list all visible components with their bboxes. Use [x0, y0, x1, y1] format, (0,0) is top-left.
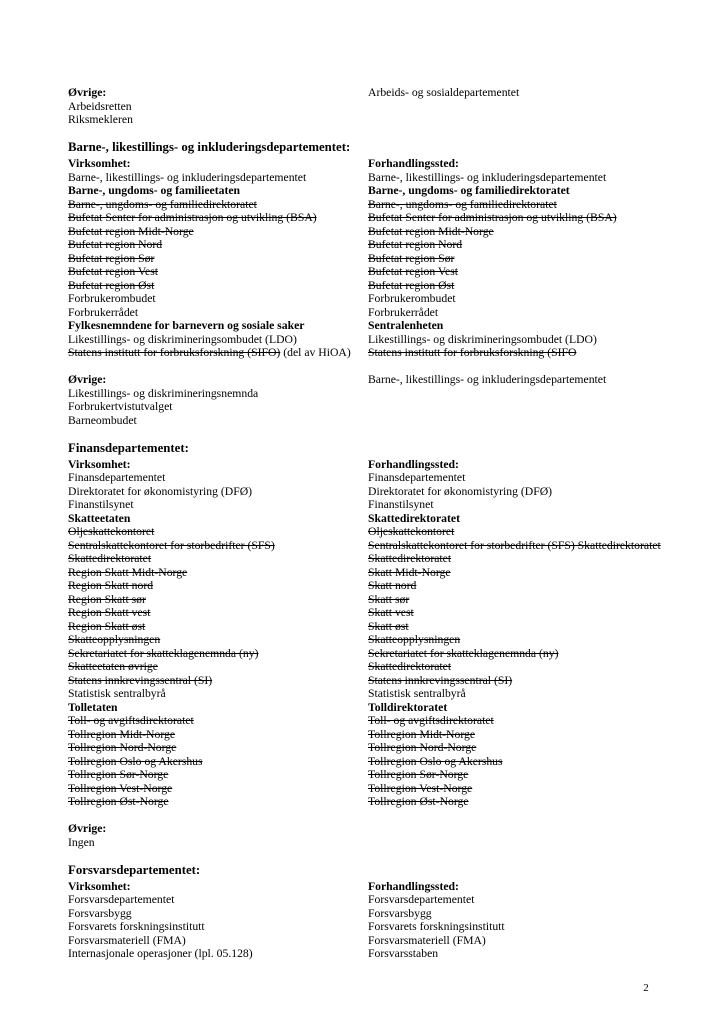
left-cell	[68, 907, 368, 921]
left-cell	[68, 768, 368, 782]
right-cell-text: Statens institutt for forbruksforskning (SIFO	[368, 346, 577, 359]
left-cell-suffix: (del av HiOA)	[280, 346, 351, 359]
right-cell	[368, 512, 704, 526]
row	[68, 525, 704, 539]
row	[68, 934, 704, 948]
left-cell	[68, 674, 368, 688]
right-cell	[368, 498, 704, 512]
left-cell-text: Statens institutt for forbruksforskning (SIFO)	[68, 346, 281, 359]
left-cell	[68, 836, 368, 850]
right-cell	[368, 184, 704, 198]
row	[68, 414, 704, 428]
right-cell	[368, 458, 704, 472]
right-cell-text: Statens innkrevingssentral (SI)	[368, 673, 513, 687]
left-cell-text: Tollregion Oslo og Akershus	[68, 754, 203, 768]
left-cell-text: Barne-, likestillings- og inkluderingsdepartementet	[68, 170, 307, 184]
right-cell-text: Bufetat region Vest	[368, 265, 459, 278]
right-cell-text: Forsvarsstaben	[368, 947, 439, 960]
left-cell-text: Internasjonale operasjoner (lpl. 05.128)	[68, 947, 253, 960]
right-cell	[368, 647, 704, 661]
right-cell	[368, 795, 704, 809]
right-cell-text: Toll- og avgiftsdirektoratet	[368, 714, 494, 727]
left-cell-text: Øvrige:	[68, 822, 107, 835]
right-cell	[368, 687, 704, 701]
left-cell	[68, 741, 368, 755]
left-cell-text: Oljeskattekontoret	[68, 525, 155, 538]
left-cell	[68, 171, 368, 185]
left-cell	[68, 728, 368, 742]
right-cell-text: Forsvarets forskningsinstitutt	[368, 920, 505, 933]
right-cell-text: Forbrukerrådet	[368, 305, 439, 319]
right-cell	[368, 333, 704, 347]
row	[68, 893, 704, 907]
left-cell-text: Riksmekleren	[68, 113, 133, 126]
row	[68, 714, 704, 728]
left-cell	[68, 755, 368, 769]
right-cell-text: Tollregion Midt-Norge	[368, 727, 476, 741]
row	[68, 100, 704, 114]
right-cell-text: Tollregion Sør-Norge	[368, 768, 469, 781]
left-cell-text: Forbrukertvistutvalget	[68, 400, 173, 413]
right-cell-text: Barne-, likestillings- og inkluderingsdepartementet	[368, 170, 607, 184]
right-cell	[368, 728, 704, 742]
left-cell	[68, 947, 368, 961]
page-number: 2	[643, 982, 649, 994]
row	[68, 198, 704, 212]
left-cell-text: Forsvarsdepartementet	[68, 893, 175, 906]
left-cell-text: Virksomhet:	[68, 157, 131, 170]
right-cell	[368, 782, 704, 796]
left-cell-text: Øvrige:	[68, 373, 107, 386]
left-cell-text: Region Skatt Midt-Norge	[68, 565, 188, 579]
left-cell	[68, 211, 368, 225]
left-cell-text: Bufetat region Midt-Norge	[68, 224, 194, 238]
right-cell	[368, 660, 704, 674]
left-cell-text: Virksomhet:	[68, 879, 131, 893]
right-cell-text: Barne-, ungdoms- og familiedirektoratet	[368, 197, 557, 211]
left-cell-text: Bufetat region Nord	[68, 238, 163, 251]
right-cell	[368, 292, 704, 306]
right-cell	[368, 701, 704, 715]
right-cell	[368, 279, 704, 293]
row	[68, 907, 704, 921]
left-cell-text: Finansdepartementet	[68, 471, 166, 484]
left-cell-text: Sekretariatet for skatteklagenemnda (ny)	[68, 646, 259, 660]
right-cell	[368, 373, 704, 387]
right-cell	[368, 346, 704, 360]
sections-container	[68, 86, 704, 961]
left-cell	[68, 620, 368, 634]
right-cell	[368, 113, 704, 127]
right-cell-text: Forhandlingssted:	[368, 157, 459, 170]
left-cell	[68, 795, 368, 809]
left-cell	[68, 552, 368, 566]
right-cell-text: Barne-, ungdoms- og familiedirektoratet	[368, 184, 570, 197]
right-cell	[368, 606, 704, 620]
left-cell-text: Bufetat region Øst	[68, 278, 155, 292]
left-cell	[68, 701, 368, 715]
row	[68, 458, 704, 472]
right-cell-text: Tollregion Oslo og Akershus	[368, 754, 503, 768]
left-cell-text: Øvrige:	[68, 86, 107, 99]
left-cell-text: Barne-, ungdoms- og familieetaten	[68, 184, 241, 197]
row	[68, 566, 704, 580]
left-cell-text: Barne-, ungdoms- og familiedirektoratet	[68, 197, 257, 211]
section-title: Barne-, likestillings- og inkluderingsdepartementet:	[68, 140, 351, 154]
right-cell	[368, 620, 704, 634]
right-cell	[368, 238, 704, 252]
right-cell-text: Bufetat region Sør	[368, 251, 455, 265]
row	[68, 593, 704, 607]
left-cell	[68, 198, 368, 212]
left-cell	[68, 498, 368, 512]
left-cell	[68, 387, 368, 401]
right-cell	[368, 157, 704, 171]
left-cell	[68, 579, 368, 593]
row	[68, 620, 704, 634]
right-cell-text: Tollregion Vest-Norge	[368, 781, 473, 795]
right-cell	[368, 265, 704, 279]
section	[68, 140, 704, 427]
left-cell-text: Region Skatt sør	[68, 592, 146, 606]
right-cell	[368, 907, 704, 921]
right-cell-text: Direktoratet for økonomistyring (DFØ)	[368, 484, 553, 498]
row	[68, 498, 704, 512]
left-cell-text: Toll- og avgiftsdirektoratet	[68, 714, 194, 727]
left-cell	[68, 86, 368, 100]
row	[68, 552, 704, 566]
row	[68, 387, 704, 401]
row	[68, 238, 704, 252]
row	[68, 113, 704, 127]
right-cell-text: Skatteopplysningen	[368, 633, 461, 646]
left-cell-text: Fylkesnemndene for barnevern og sosiale saker	[68, 319, 305, 332]
left-cell-text: Likestillings- og diskrimineringsnemnda	[68, 386, 259, 400]
row	[68, 920, 704, 934]
right-cell	[368, 920, 704, 934]
left-cell	[68, 512, 368, 526]
left-cell-text: Region Skatt nord	[68, 579, 154, 592]
right-cell	[368, 211, 704, 225]
row	[68, 606, 704, 620]
row	[68, 755, 704, 769]
right-cell	[368, 741, 704, 755]
row	[68, 795, 704, 809]
left-cell-text: Forbrukerombudet	[68, 292, 156, 305]
right-cell	[368, 539, 704, 553]
left-cell-text: Region Skatt øst	[68, 619, 146, 633]
left-cell-text: Forbrukerrådet	[68, 305, 139, 319]
left-cell-text: Ingen	[68, 835, 95, 849]
gap-spacer	[68, 809, 704, 823]
left-cell	[68, 687, 368, 701]
left-cell	[68, 539, 368, 553]
row	[68, 512, 704, 526]
row	[68, 306, 704, 320]
left-cell-text: Barneombudet	[68, 413, 137, 427]
right-cell	[368, 306, 704, 320]
right-cell-text: Barne-, likestillings- og inkluderingsdepartementet	[368, 373, 607, 386]
right-cell	[368, 714, 704, 728]
left-cell-text: Bufetat region Vest	[68, 265, 159, 278]
left-cell	[68, 934, 368, 948]
right-cell	[368, 947, 704, 961]
left-cell-text: Tollregion Sør-Norge	[68, 768, 169, 781]
right-cell	[368, 387, 704, 401]
right-cell	[368, 822, 704, 836]
left-cell-text: Bufetat region Sør	[68, 251, 155, 265]
left-cell	[68, 100, 368, 114]
left-cell-text: Forsvarsmateriell (FMA)	[68, 933, 186, 947]
right-cell-text: Skatt øst	[368, 619, 409, 633]
right-cell-text: Oljeskattekontoret	[368, 525, 455, 538]
row	[68, 292, 704, 306]
left-cell-text: Sentralskattekontoret for storbedrifter (SFS)	[68, 538, 275, 552]
row	[68, 782, 704, 796]
gap-spacer	[68, 360, 704, 374]
right-cell	[368, 552, 704, 566]
right-cell-text: Bufetat Senter for administrasjon og utvikling (BSA)	[368, 211, 617, 224]
left-cell	[68, 485, 368, 499]
left-cell	[68, 400, 368, 414]
left-cell-text: Skatteetaten	[68, 511, 131, 525]
left-cell-text: Direktoratet for økonomistyring (DFØ)	[68, 484, 253, 498]
left-cell	[68, 893, 368, 907]
left-cell	[68, 265, 368, 279]
row	[68, 768, 704, 782]
right-cell	[368, 225, 704, 239]
row	[68, 333, 704, 347]
left-cell-text: Forsvarets forskningsinstitutt	[68, 920, 205, 933]
row	[68, 211, 704, 225]
row	[68, 633, 704, 647]
right-cell-text: Forsvarsdepartementet	[368, 893, 475, 906]
right-cell	[368, 198, 704, 212]
right-cell-text: Skattedirektoratet	[368, 660, 452, 673]
row	[68, 647, 704, 661]
right-cell	[368, 319, 704, 333]
right-cell-text: Bufetat region Midt-Norge	[368, 224, 494, 238]
right-cell	[368, 525, 704, 539]
row	[68, 157, 704, 171]
left-cell-text: Skattedirektoratet	[68, 552, 152, 565]
right-cell	[368, 768, 704, 782]
right-cell-text: Skattedirektoratet	[368, 511, 460, 525]
row	[68, 279, 704, 293]
left-cell-text: Tolletaten	[68, 700, 118, 714]
left-cell	[68, 373, 368, 387]
right-cell	[368, 252, 704, 266]
right-cell-text: Arbeids- og sosialdepartementet	[368, 86, 520, 99]
row	[68, 687, 704, 701]
right-cell-text: Likestillings- og diskrimineringsombudet (LDO)	[368, 332, 597, 346]
left-cell	[68, 279, 368, 293]
left-cell	[68, 225, 368, 239]
left-cell	[68, 333, 368, 347]
left-cell	[68, 238, 368, 252]
left-cell-text: Likestillings- og diskrimineringsombudet (LDO)	[68, 332, 297, 346]
right-cell-text: Finanstilsynet	[368, 498, 434, 511]
left-cell-text: Tollregion Midt-Norge	[68, 727, 176, 741]
row	[68, 400, 704, 414]
right-cell	[368, 893, 704, 907]
right-cell-text: Skatt nord	[368, 579, 417, 592]
right-cell-text: Tollregion Nord-Norge	[368, 741, 477, 754]
right-cell-text: Bufetat region Nord	[368, 238, 463, 251]
left-cell-text: Forsvarsbygg	[68, 906, 132, 920]
left-cell	[68, 458, 368, 472]
right-cell-text: Sentralenheten	[368, 319, 444, 332]
right-cell-text: Skattedirektoratet	[368, 552, 452, 565]
row	[68, 171, 704, 185]
right-cell-text: Forbrukerombudet	[368, 292, 456, 305]
left-cell	[68, 593, 368, 607]
right-cell	[368, 836, 704, 850]
right-cell-text: Forhandlingssted:	[368, 457, 459, 471]
right-cell	[368, 674, 704, 688]
row	[68, 346, 704, 360]
left-cell	[68, 252, 368, 266]
row	[68, 660, 704, 674]
section-title: Finansdepartementet:	[68, 440, 189, 455]
section	[68, 441, 704, 850]
row	[68, 539, 704, 553]
left-cell	[68, 414, 368, 428]
left-cell	[68, 525, 368, 539]
right-cell	[368, 633, 704, 647]
row	[68, 252, 704, 266]
section-title: Forsvarsdepartementet:	[68, 862, 201, 877]
row	[68, 880, 704, 894]
right-cell	[368, 579, 704, 593]
right-cell-text: Finansdepartementet	[368, 471, 466, 484]
row	[68, 373, 704, 387]
left-cell	[68, 822, 368, 836]
right-cell	[368, 471, 704, 485]
right-cell	[368, 934, 704, 948]
left-cell	[68, 157, 368, 171]
row	[68, 674, 704, 688]
right-cell	[368, 400, 704, 414]
section	[68, 863, 704, 961]
right-cell-text: Forsvarsmateriell (FMA)	[368, 933, 486, 947]
left-cell	[68, 292, 368, 306]
row	[68, 471, 704, 485]
left-cell	[68, 319, 368, 333]
right-cell-text: Forhandlingssted:	[368, 879, 459, 893]
left-cell-text: Arbeidsretten	[68, 99, 132, 113]
left-cell	[68, 346, 368, 360]
left-cell	[68, 880, 368, 894]
left-cell	[68, 184, 368, 198]
left-cell	[68, 606, 368, 620]
right-cell	[368, 566, 704, 580]
right-cell-text: Sentralskattekontoret for storbedrifter (SFS) Skattedirektoratet	[368, 538, 661, 552]
right-cell-text: Forsvarsbygg	[368, 906, 432, 920]
left-cell-text: Statens innkrevingssentral (SI)	[68, 673, 213, 687]
row	[68, 485, 704, 499]
section	[68, 86, 704, 127]
right-cell-text: Skatt vest	[368, 606, 414, 619]
right-cell-text: Bufetat region Øst	[368, 278, 455, 292]
right-cell	[368, 593, 704, 607]
left-cell-text: Finanstilsynet	[68, 498, 134, 511]
right-cell	[368, 171, 704, 185]
left-cell	[68, 714, 368, 728]
right-cell-text: Skatt Midt-Norge	[368, 565, 451, 579]
row	[68, 836, 704, 850]
row	[68, 265, 704, 279]
row	[68, 184, 704, 198]
left-cell	[68, 647, 368, 661]
left-cell-text: Tollregion Vest-Norge	[68, 781, 173, 795]
left-cell	[68, 633, 368, 647]
row	[68, 225, 704, 239]
left-cell	[68, 566, 368, 580]
left-cell-text: Region Skatt vest	[68, 606, 151, 619]
left-cell	[68, 113, 368, 127]
right-cell	[368, 86, 704, 100]
right-cell	[368, 755, 704, 769]
row	[68, 822, 704, 836]
left-cell-text: Skatteopplysningen	[68, 633, 161, 646]
left-cell	[68, 306, 368, 320]
right-cell	[368, 880, 704, 894]
row	[68, 741, 704, 755]
right-cell-text: Statistisk sentralbyrå	[368, 687, 466, 700]
left-cell	[68, 471, 368, 485]
left-cell-text: Virksomhet:	[68, 457, 131, 471]
row	[68, 86, 704, 100]
row	[68, 701, 704, 715]
left-cell-text: Statistisk sentralbyrå	[68, 687, 166, 700]
left-cell-text: Bufetat Senter for administrasjon og utvikling (BSA)	[68, 211, 317, 224]
right-cell	[368, 414, 704, 428]
row	[68, 579, 704, 593]
row	[68, 728, 704, 742]
right-cell-text: Tollregion Øst-Norge	[368, 795, 469, 808]
left-cell-text: Tollregion Øst-Norge	[68, 795, 169, 808]
left-cell	[68, 660, 368, 674]
right-cell-text: Tolldirektoratet	[368, 700, 448, 714]
right-cell	[368, 100, 704, 114]
right-cell-text: Skatt sør	[368, 592, 410, 606]
row	[68, 319, 704, 333]
right-cell-text: Sekretariatet for skatteklagenemnda (ny)	[368, 646, 559, 660]
row	[68, 947, 704, 961]
left-cell-text: Tollregion Nord-Norge	[68, 741, 177, 754]
left-cell-text: Skatteetaten øvrige	[68, 660, 158, 673]
left-cell	[68, 782, 368, 796]
left-cell	[68, 920, 368, 934]
right-cell	[368, 485, 704, 499]
